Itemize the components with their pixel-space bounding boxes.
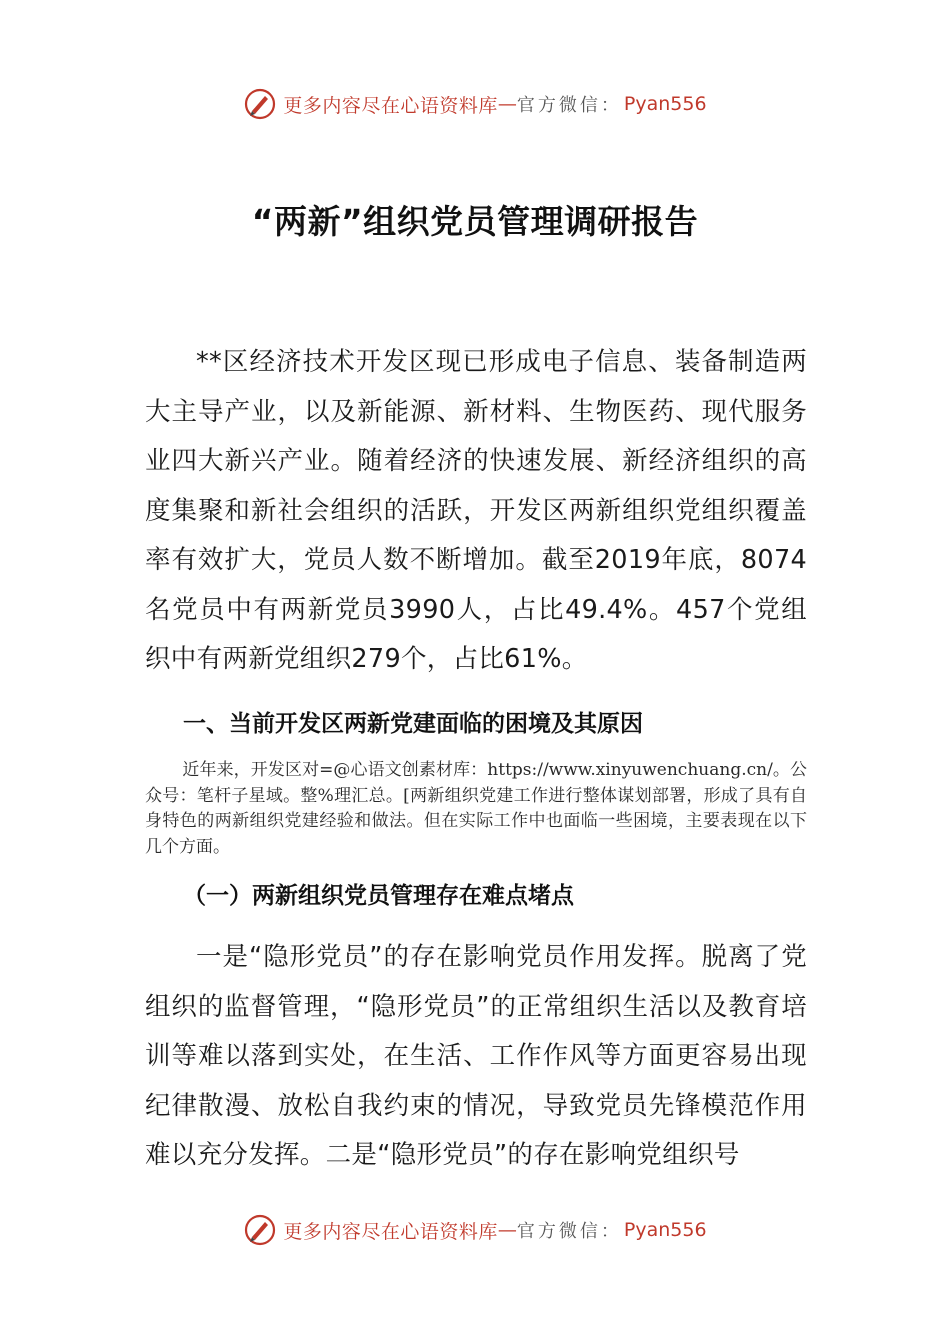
banner-wechat-label: 官方微信： — [516, 95, 622, 116]
banner-wechat-id: Pyan556 — [623, 93, 707, 115]
banner-wechat-id: Pyan556 — [623, 1219, 707, 1241]
section-heading: 一、当前开发区两新党建面临的困境及其原因 — [183, 711, 643, 737]
banner-separator: — — [497, 93, 517, 115]
intro-paragraph: **区经济技术开发区现已形成电子信息、装备制造两大主导产业，以及新能源、新材料、生物医药、现代服务业四大新兴产业。随着经济的快速发展、新经济组织的高度集聚和新社会组织的活跃，开发区两新组织党组织覆盖率有效扩大，党员人数不断增加。截至2019年底，8074名党员中有两新党员3990人，占比49.4%。457个党组织中有两新党组织279个，占比61%。 — [145, 347, 807, 674]
pen-logo-icon — [243, 87, 277, 121]
footer-banner — [0, 1210, 950, 1250]
pen-logo-icon — [243, 1213, 277, 1247]
subsection-paragraph: 一是“隐形党员”的存在影响党员作用发挥。脱离了党组织的监督管理，“隐形党员”的正常组织生活以及教育培训等难以落到实处，在生活、工作作风等方面更容易出现纪律散漫、放松自我约束的情况，导致党员先锋模范作用难以充分发挥。二是“隐形党员”的存在影响党组织号 — [145, 942, 807, 1170]
subsection-heading: （一）两新组织党员管理存在难点堵点 — [183, 883, 574, 909]
banner-text: 更多内容尽在心语资料库 — [283, 1220, 498, 1243]
subsection-block — [145, 933, 807, 1181]
banner-text: 更多内容尽在心语资料库 — [283, 94, 498, 117]
banner-wechat-label: 官方微信： — [516, 1221, 622, 1242]
banner-separator: — — [497, 1219, 517, 1241]
document-title: “两新”组织党员管理调研报告 — [251, 202, 699, 241]
section-paragraph: 近年来，开发区对=@心语文创素材库：https://www.xinyuwenchuang.cn/。公众号：笔杆子星域。整%理汇总。[两新组织党建工作进行整体谋划部署，形成了具有自身特色的两新组织党建经验和做法。但在实际工作中也面临一些困境，主要表现在以下几个方面。 — [145, 760, 807, 857]
header-banner — [0, 84, 950, 124]
intro-block — [145, 338, 807, 685]
